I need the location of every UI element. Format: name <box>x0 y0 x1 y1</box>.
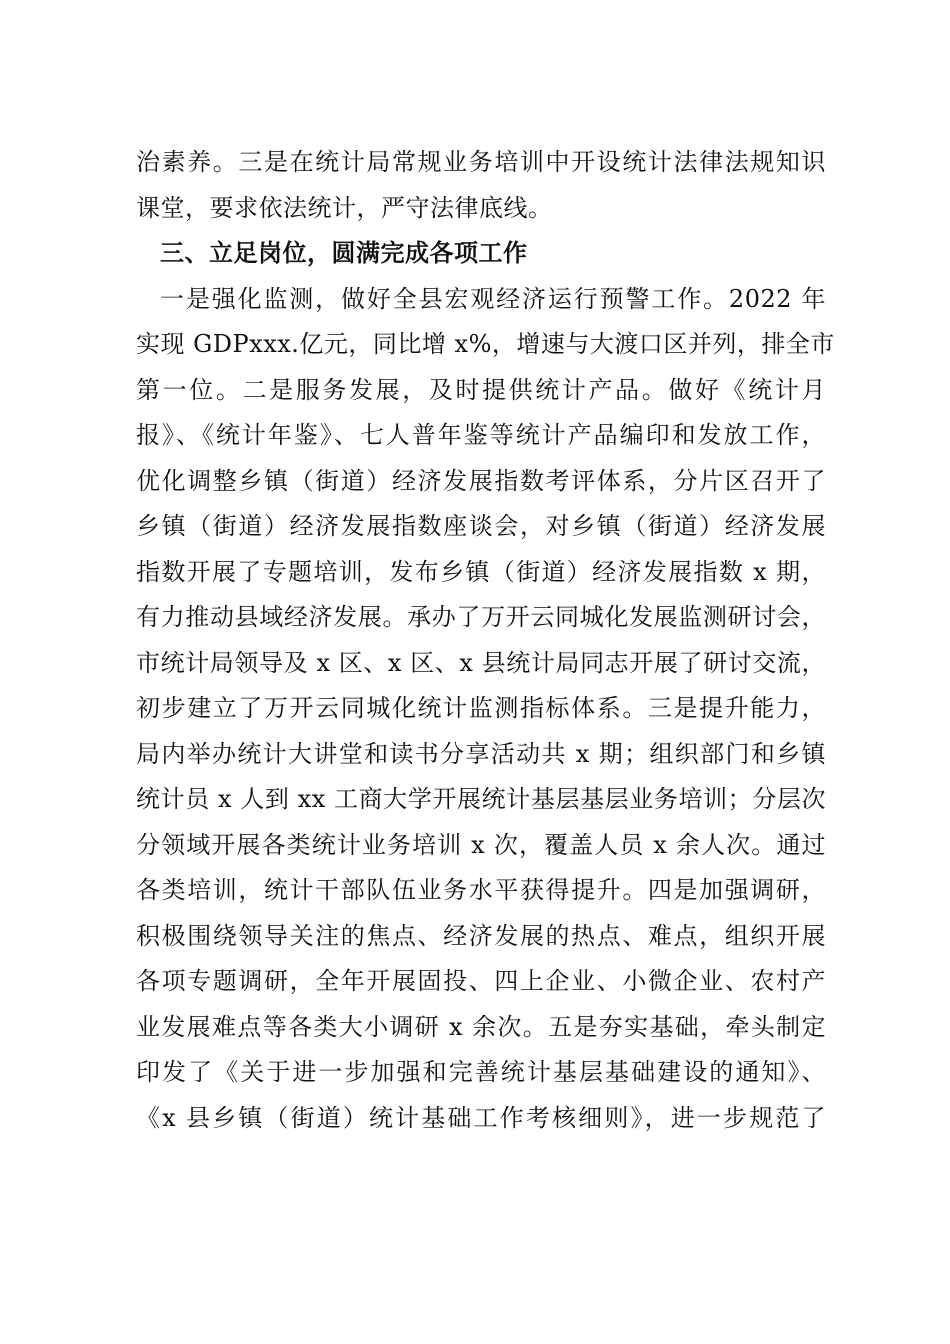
text-line: 初步建立了万开云同城化统计监测指标体系。三是提升能力， <box>136 694 826 722</box>
text-line: 印发了《关于进一步加强和完善统计基层基础建设的通知》、 <box>136 1058 826 1086</box>
text-line: 局内举办统计大讲堂和读书分享活动共 x 期；组织部门和乡镇 <box>136 739 826 768</box>
text-line: 市统计局领导及 x 区、x 区、x 县统计局同志开展了研讨交流， <box>136 648 826 677</box>
text-line: 第一位。二是服务发展，及时提供统计产品。做好《统计月 <box>136 375 826 404</box>
text-line: 报》、《统计年鉴》、七人普年鉴等统计产品编印和发放工作， <box>136 421 826 449</box>
text-line: 各类培训，统计干部队伍业务水平获得提升。四是加强调研， <box>136 876 826 904</box>
text-line: 乡镇（街道）经济发展指数座谈会，对乡镇（街道）经济发展 <box>136 512 826 540</box>
section-heading: 三、立足岗位，圆满完成各项工作 <box>160 239 528 267</box>
text-line: 一是强化监测，做好全县宏观经济运行预警工作。2022 年 <box>160 284 826 313</box>
text-line: 有力推动县域经济发展。承办了万开云同城化发展监测研讨会， <box>136 603 826 631</box>
text-line: 优化调整乡镇（街道）经济发展指数考评体系，分片区召开了 <box>136 466 826 495</box>
text-line: 统计员 x 人到 xx 工商大学开展统计基层基层业务培训；分层次 <box>136 785 826 813</box>
text-line: 业发展难点等各类大小调研 x 余次。五是夯实基础，牵头制定 <box>136 1012 826 1041</box>
text-line: 《x 县乡镇（街道）统计基础工作考核细则》，进一步规范了 <box>136 1103 826 1132</box>
text-line: 各项专题调研，全年开展固投、四上企业、小微企业、农村产 <box>136 967 826 995</box>
text-line: 实现 GDPxxx.亿元，同比增 x%，增速与大渡口区并列，排全市 <box>136 330 835 358</box>
text-line: 课堂，要求依法统计，严守法律底线。 <box>136 193 553 222</box>
document-body <box>136 140 835 1141</box>
text-line: 积极围绕领导关注的焦点、经济发展的热点、难点，组织开展 <box>136 921 826 950</box>
text-line: 治素养。三是在统计局常规业务培训中开设统计法律法规知识 <box>136 148 826 176</box>
text-line: 指数开展了专题培训，发布乡镇（街道）经济发展指数 x 期， <box>136 557 826 586</box>
text-line: 分领域开展各类统计业务培训 x 次，覆盖人员 x 余人次。通过 <box>136 830 826 859</box>
